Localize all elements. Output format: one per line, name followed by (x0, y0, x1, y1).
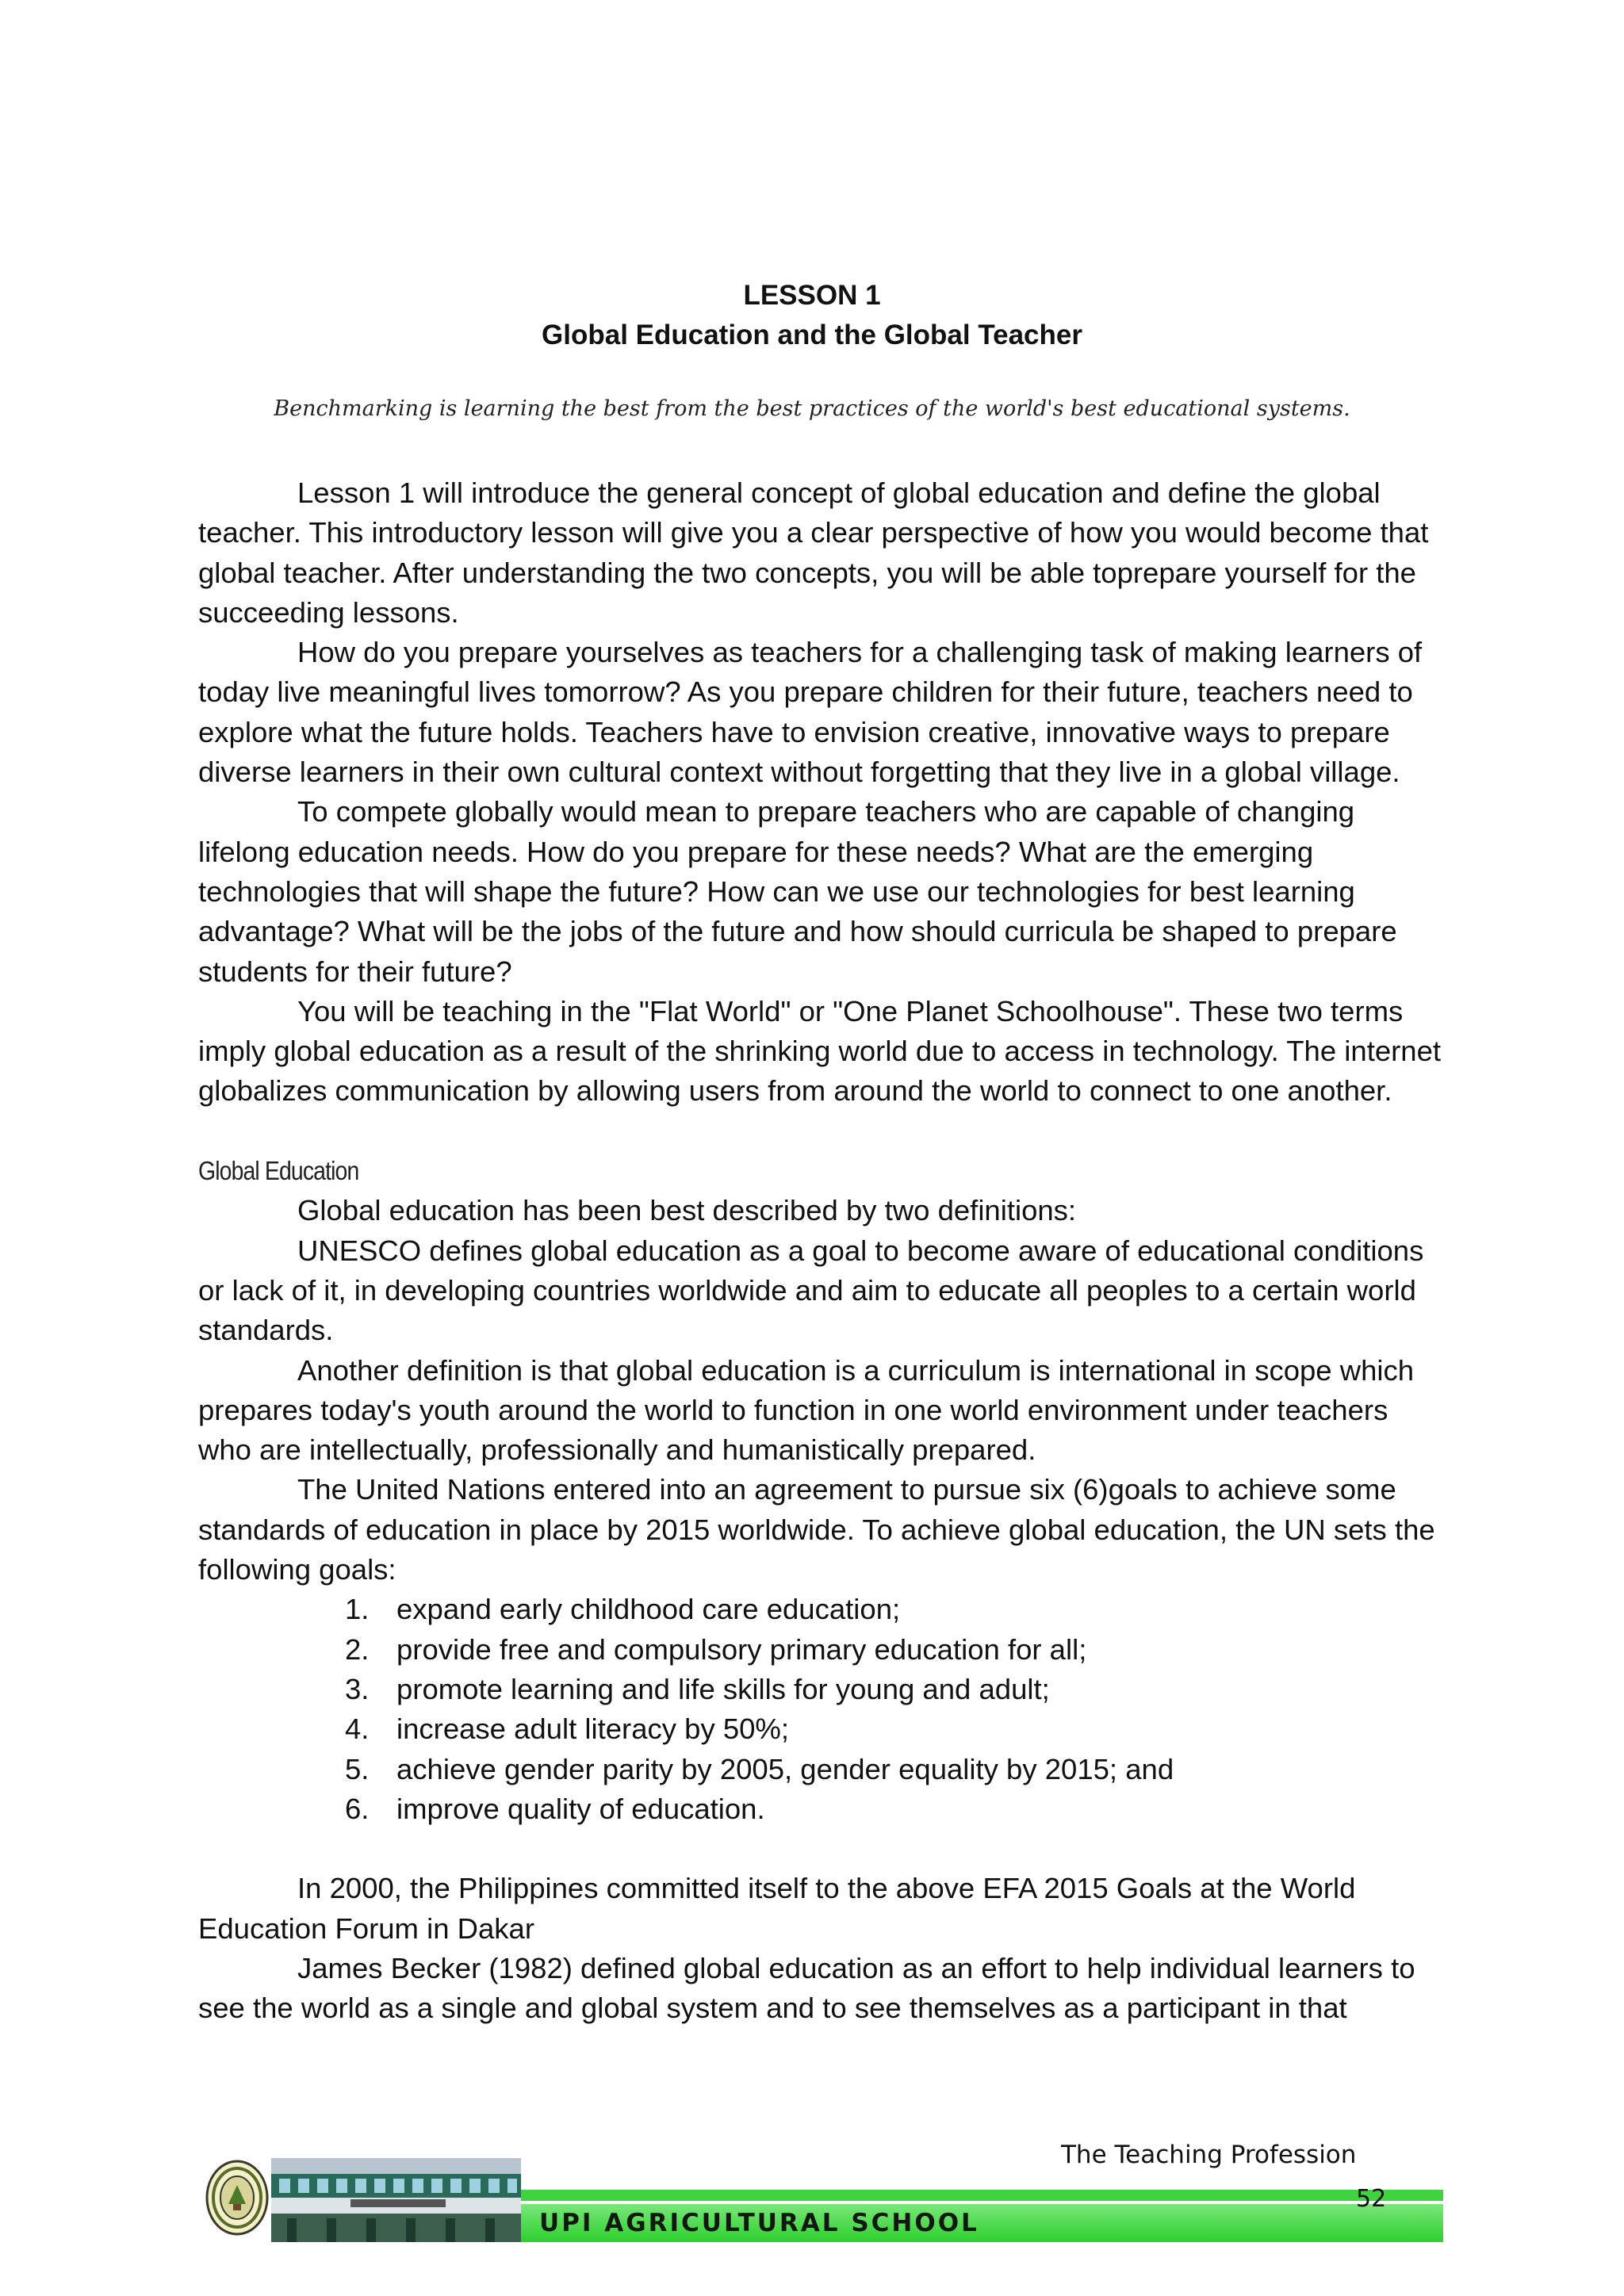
list-item-number: 1. (345, 1593, 370, 1626)
list-item-number: 4. (345, 1712, 370, 1746)
goals-list (198, 1590, 1445, 1829)
list-item-text: increase adult literacy by 50%; (396, 1712, 790, 1746)
spacer (198, 1112, 1445, 1151)
paragraph-philippines: In 2000, the Philippines committed itself to the above EFA 2015 Goals at the World Education Forum in Dakar (198, 1872, 1356, 1945)
lesson-number: LESSON 1 (743, 280, 881, 311)
paragraph-another-definition: Another definition is that global education is a curriculum is international in scope which prepares today's youth around the world to function in one world environment under teachers who are intellectually, professionally and humanistically prepared. (198, 1353, 1415, 1467)
paragraph-intro: Lesson 1 will introduce the general concept of global education and define the global teacher. This introductory lesson will give you a clear perspective of how you would become that global teacher. After understanding the two concepts, you will be able toprepare yourself for the succeeding lessons. (198, 476, 1429, 629)
list-item-text: achieve gender parity by 2005, gender equality by 2015; and (396, 1752, 1174, 1785)
footer-book-title: The Teaching Profession (1061, 2141, 1357, 2169)
lesson-body (198, 473, 1445, 2029)
lesson-epigraph: Benchmarking is learning the best from the best practices of the world's best educational systems. (274, 396, 1350, 421)
list-item (198, 1590, 1445, 1629)
paragraph-james-becker: James Becker (1982) defined global education as an effort to help individual learners to see the world as a single and global system and to see themselves as a participant in that (198, 1951, 1415, 2025)
list-item-text: promote learning and life skills for young and adult; (396, 1672, 1050, 1705)
list-item (198, 1670, 1445, 1709)
list-item-text: improve quality of education. (396, 1792, 765, 1825)
spacer (198, 1829, 1445, 1869)
section-heading-global-education: Global Education (198, 1156, 359, 1186)
list-item-number: 6. (345, 1792, 370, 1825)
school-building-icon (271, 2158, 521, 2242)
paragraph-united-nations: The United Nations entered into an agreement to pursue six (6)goals to achieve some standards of education in place by 2015 worldwide. To achieve global education, the UN sets the following goals: (198, 1473, 1435, 1586)
paragraph-flat-world: You will be teaching in the "Flat World" or "One Planet Schoolhouse". These two terms imply global education as a result of the shrinking world due to access in technology. The internet globalizes communication by allowing users from around the world to connect to one another. (198, 994, 1442, 1108)
list-item (198, 1789, 1445, 1829)
list-item-number: 3. (345, 1672, 370, 1705)
page-number: 52 (1356, 2185, 1387, 2213)
list-item (198, 1630, 1445, 1670)
lesson-title: Global Education and the Global Teacher (542, 320, 1082, 350)
paragraph-unesco: UNESCO defines global education as a goal to become aware of educational conditions or lack of it, in developing countries worldwide and aim to educate all peoples to a certain world standards. (198, 1234, 1424, 1347)
school-seal-icon (205, 2158, 270, 2237)
list-item-number: 5. (345, 1752, 370, 1785)
list-item (198, 1750, 1445, 1789)
paragraph-definitions: Global education has been best described by two definitions: (297, 1194, 1077, 1227)
list-item-text: provide free and compulsory primary education for all; (396, 1632, 1087, 1666)
footer-school-name: UPI AGRICULTURAL SCHOOL (539, 2209, 979, 2237)
list-item-number: 2. (345, 1632, 370, 1666)
paragraph-prepare: How do you prepare yourselves as teachers for a challenging task of making learners of today live meaningful lives tomorrow? As you prepare children for their future, teachers need to explore what the future holds. Teachers have to envision creative, innovative ways to prepare diverse learners in their own cultural context without forgetting that they live in a global village. (198, 636, 1423, 789)
list-item-text: expand early childhood care education; (396, 1593, 901, 1626)
list-item (198, 1709, 1445, 1749)
paragraph-compete: To compete globally would mean to prepare teachers who are capable of changing lifelong education needs. How do you prepare for these needs? What are the emerging technologies that will shape the future? How can we use our technologies for best learning advantage? What will be the jobs of the future and how should curricula be shaped to prepare students for their future? (198, 795, 1397, 988)
